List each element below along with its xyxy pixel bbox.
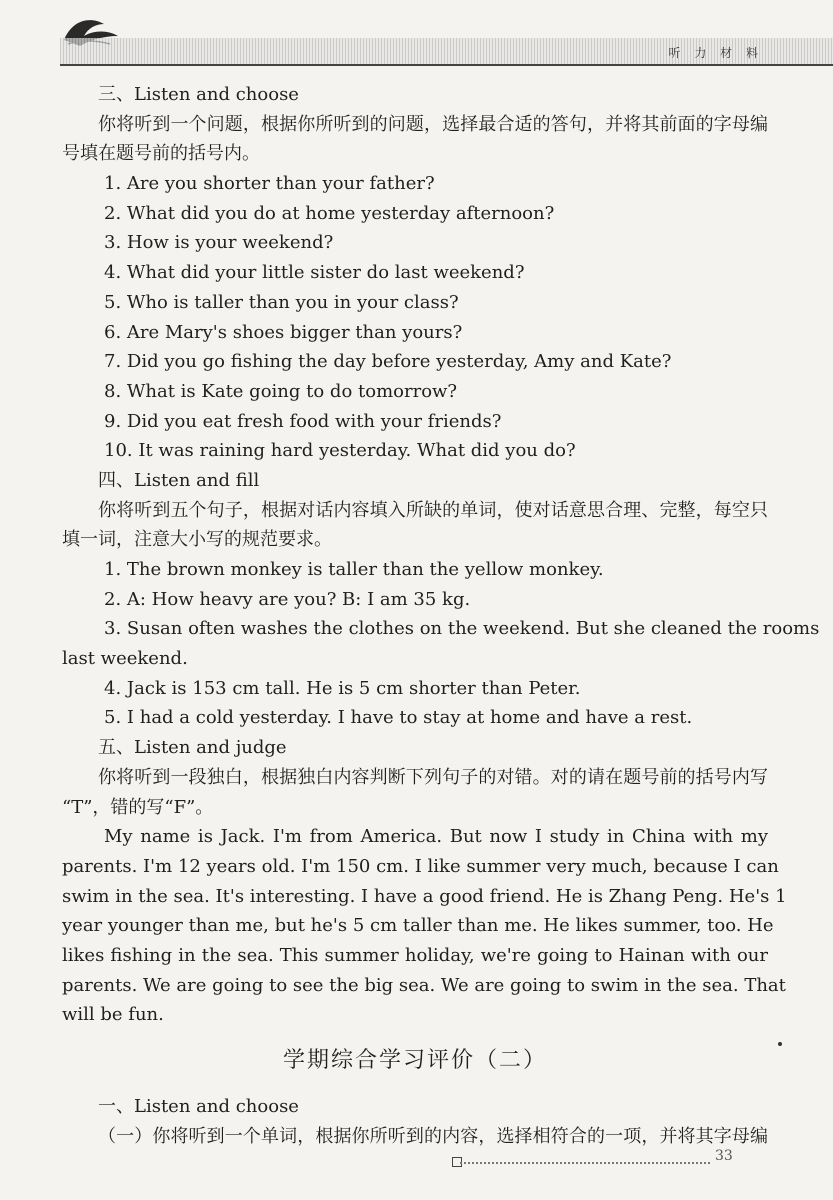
list-item: 5. I had a cold yesterday. I have to stay at home and have a rest. xyxy=(104,707,693,729)
list-item: 10. It was raining hard yesterday. What did you do? xyxy=(104,440,576,462)
section4-instruction: 你将听到五个句子，根据对话内容填入所缺的单词，使对话意思合理、完整，每空只 xyxy=(98,499,768,521)
passage-line: year younger than me, but he's 5 cm taller than me. He likes summer, too. He xyxy=(62,915,774,937)
ink-dot xyxy=(778,1042,782,1046)
passage-line: swim in the sea. It's interesting. I have a good friend. He is Zhang Peng. He's 1 xyxy=(62,885,787,907)
list-item: 5. Who is taller than you in your class? xyxy=(104,291,459,313)
list-item-cont: last weekend. xyxy=(62,648,188,670)
passage-line: likes fishing in the sea. This summer holiday, we're going to Hainan with our xyxy=(62,944,768,966)
section-b1-title: 一、Listen and choose xyxy=(98,1096,299,1117)
section4-instruction-cont: 填一词，注意大小写的规范要求。 xyxy=(62,529,332,551)
list-item: 2. What did you do at home yesterday afternoon? xyxy=(104,202,555,224)
list-item: 3. Susan often washes the clothes on the weekend. But she cleaned the rooms xyxy=(104,618,820,640)
section-b1-instruction: （一）你将听到一个单词，根据你所听到的内容，选择相符合的一项，并将其字母编 xyxy=(98,1125,768,1147)
page-number: 33 xyxy=(715,1148,733,1164)
header-rule xyxy=(60,64,833,66)
passage-line: parents. I'm 12 years old. I'm 150 cm. I like summer very much, because I can xyxy=(62,855,779,877)
passage-line: will be fun. xyxy=(62,1004,164,1026)
passage-line: My name is Jack. I'm from America. But now I study in China with my xyxy=(104,826,768,848)
header-label: 听 力 材 料 xyxy=(668,46,763,60)
section5-instruction-cont: “T”，错的写“F”。 xyxy=(62,796,214,818)
list-item: 4. Jack is 153 cm tall. He is 5 cm shorter than Peter. xyxy=(104,677,581,699)
page-content xyxy=(62,80,820,1151)
list-item: 7. Did you go fishing the day before yesterday, Amy and Kate? xyxy=(104,351,672,373)
section5-title: 五、Listen and judge xyxy=(98,737,287,759)
section5-instruction: 你将听到一段独白，根据独白内容判断下列句子的对错。对的请在题号前的括号内写 xyxy=(98,766,768,788)
footer-dotted-rule xyxy=(460,1162,710,1166)
list-item: 9. Did you eat fresh food with your friends? xyxy=(104,410,502,432)
passage-line: parents. We are going to see the big sea. We are going to swim in the sea. That xyxy=(62,974,786,996)
list-item: 4. What did your little sister do last weekend? xyxy=(104,262,525,284)
section3-instruction-cont: 号填在题号前的括号内。 xyxy=(62,143,260,165)
section3-instruction: 你将听到一个问题，根据你所听到的问题，选择最合适的答句，并将其前面的字母编 xyxy=(98,113,768,135)
list-item: 6. Are Mary's shoes bigger than yours? xyxy=(104,321,463,343)
list-item: 1. Are you shorter than your father? xyxy=(104,173,435,195)
list-item: 2. A: How heavy are you? B: I am 35 kg. xyxy=(104,588,471,610)
section-heading: 学期综合学习评价（二） xyxy=(282,1048,547,1073)
section4-title: 四、Listen and fill xyxy=(98,469,260,491)
list-item: 3. How is your weekend? xyxy=(104,232,334,254)
section3-title: 三、Listen and choose xyxy=(98,84,299,105)
list-item: 1. The brown monkey is taller than the yellow monkey. xyxy=(104,559,604,580)
list-item: 8. What is Kate going to do tomorrow? xyxy=(104,380,458,402)
